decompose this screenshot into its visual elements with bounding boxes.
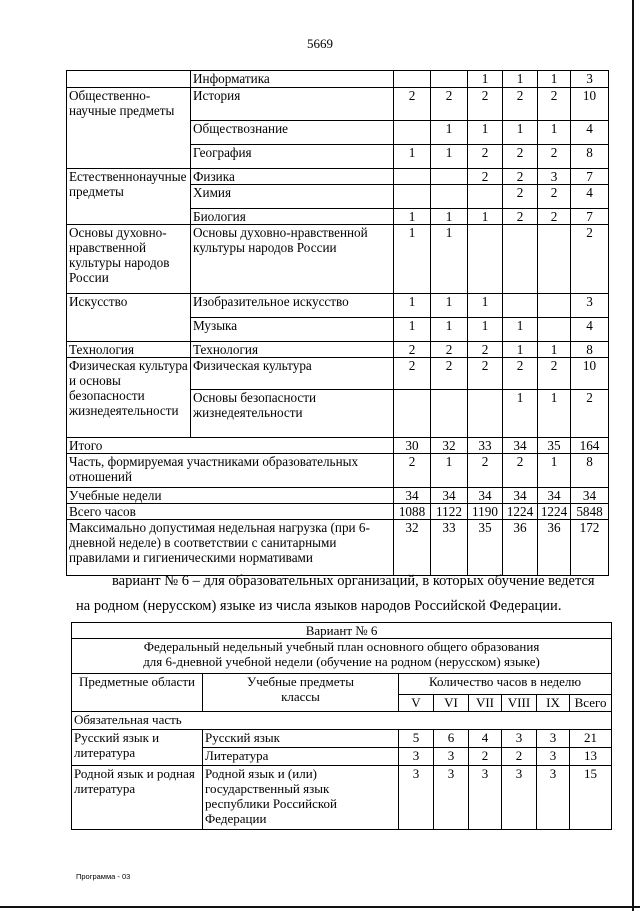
hours-cell: 36	[503, 520, 538, 576]
header-subjects-line2: классы	[281, 689, 320, 704]
table-row	[67, 71, 609, 88]
header-subjects-line1: Учебные предметы	[247, 674, 354, 689]
hours-cell: 2	[468, 169, 503, 185]
hours-cell: 4	[571, 121, 609, 145]
hours-cell	[394, 71, 431, 88]
hours-cell: 172	[571, 520, 609, 576]
hours-cell	[468, 225, 503, 294]
hours-cell: 1	[431, 121, 468, 145]
hours-cell: 34	[468, 488, 503, 504]
hours-cell: 8	[571, 145, 609, 169]
hours-cell: 1	[538, 342, 571, 358]
subject-cell: Родной язык и (или) государственный язык республики Российской Федерации	[203, 766, 399, 830]
totals-row	[67, 454, 609, 488]
hours-cell: 2	[538, 145, 571, 169]
hours-cell: 1	[503, 71, 538, 88]
totals-label-cell: Всего часов	[67, 504, 394, 520]
subject-area-cell: Искусство	[67, 294, 191, 342]
hours-cell: 35	[468, 520, 503, 576]
hours-cell: 7	[571, 169, 609, 185]
table-row	[67, 169, 609, 185]
hours-cell: 2	[503, 169, 538, 185]
hours-cell: 5848	[571, 504, 609, 520]
grade-header-cell: Всего	[570, 695, 612, 712]
curriculum-table-continued	[66, 70, 609, 576]
hours-cell: 3	[537, 730, 570, 748]
totals-row	[67, 438, 609, 454]
subject-cell: Биология	[191, 209, 394, 225]
hours-cell: 15	[570, 766, 612, 830]
subject-area-cell: Естественнонаучные предметы	[67, 169, 191, 225]
hours-cell: 2	[502, 748, 537, 766]
hours-cell	[503, 294, 538, 318]
grade-header-cell: V	[399, 695, 434, 712]
hours-cell: 3	[399, 766, 434, 830]
subject-cell: Информатика	[191, 71, 394, 88]
hours-cell: 1	[468, 294, 503, 318]
page-number: 5669	[307, 36, 333, 51]
hours-cell: 1	[394, 318, 431, 342]
hours-cell: 1	[503, 318, 538, 342]
variant-paragraph-line2: на родном (нерусском) языке из числа языков народов Российской Федерации.	[76, 598, 562, 614]
hours-cell: 2	[468, 88, 503, 121]
footer-program-label: Программа - 03	[76, 872, 131, 881]
hours-cell	[538, 225, 571, 294]
hours-cell: 2	[394, 342, 431, 358]
hours-cell: 1	[394, 225, 431, 294]
hours-cell: 2	[503, 145, 538, 169]
hours-cell: 34	[503, 438, 538, 454]
totals-row	[67, 504, 609, 520]
hours-cell: 30	[394, 438, 431, 454]
hours-cell: 4	[469, 730, 502, 748]
subject-area-cell: Физическая культура и основы безопасности жизнедеятельности	[67, 358, 191, 438]
hours-cell	[394, 185, 431, 209]
grade-header-cell: VII	[469, 695, 502, 712]
totals-row	[67, 488, 609, 504]
page-edge-bottom	[0, 906, 640, 908]
subject-cell: Основы духовно-нравственной культуры народов России	[191, 225, 394, 294]
hours-cell: 3	[469, 766, 502, 830]
subject-cell: Изобразительное искусство	[191, 294, 394, 318]
table-row	[72, 766, 612, 830]
hours-cell: 164	[571, 438, 609, 454]
hours-cell: 2	[503, 209, 538, 225]
header-subjects	[203, 674, 399, 712]
hours-cell: 34	[538, 488, 571, 504]
hours-cell: 2	[468, 145, 503, 169]
table-row	[67, 342, 609, 358]
hours-cell: 8	[571, 454, 609, 488]
hours-cell: 2	[538, 88, 571, 121]
hours-cell: 4	[571, 185, 609, 209]
hours-cell	[431, 169, 468, 185]
subject-cell: Химия	[191, 185, 394, 209]
hours-cell: 3	[434, 766, 469, 830]
hours-cell: 1	[431, 318, 468, 342]
hours-cell	[503, 225, 538, 294]
hours-cell: 2	[394, 88, 431, 121]
hours-cell: 1	[503, 121, 538, 145]
hours-cell: 1122	[431, 504, 468, 520]
hours-cell: 1190	[468, 504, 503, 520]
hours-cell: 2	[503, 358, 538, 390]
hours-cell: 1224	[503, 504, 538, 520]
hours-cell: 34	[431, 488, 468, 504]
hours-cell: 2	[468, 454, 503, 488]
hours-cell	[431, 390, 468, 438]
subject-area-cell: Родной язык и родная литература	[72, 766, 203, 830]
hours-cell: 36	[538, 520, 571, 576]
hours-cell: 2	[431, 88, 468, 121]
variant-title: Вариант № 6	[72, 623, 612, 639]
totals-label-cell: Максимально допустимая недельная нагрузка (при 6-дневной неделе) в соответствии с санитарными правилами и гигиеническими нормативами	[67, 520, 394, 576]
hours-cell: 10	[571, 88, 609, 121]
hours-cell: 1	[503, 390, 538, 438]
hours-cell	[468, 390, 503, 438]
totals-row	[67, 520, 609, 576]
hours-cell: 2	[503, 88, 538, 121]
hours-cell: 34	[394, 488, 431, 504]
subject-cell: Технология	[191, 342, 394, 358]
hours-cell: 1	[468, 318, 503, 342]
hours-cell	[394, 169, 431, 185]
hours-cell: 1	[431, 454, 468, 488]
hours-cell: 2	[538, 209, 571, 225]
hours-cell: 6	[434, 730, 469, 748]
grade-header-cell: VI	[434, 695, 469, 712]
hours-cell	[394, 121, 431, 145]
subject-cell: География	[191, 145, 394, 169]
table-row	[67, 294, 609, 318]
grade-header-cell: VIII	[502, 695, 537, 712]
subject-area-cell: Технология	[67, 342, 191, 358]
hours-cell: 10	[571, 358, 609, 390]
hours-cell: 1	[394, 145, 431, 169]
hours-cell: 33	[431, 520, 468, 576]
header-subject-areas: Предметные области	[72, 674, 203, 712]
table-row	[67, 88, 609, 121]
subject-cell: Физическая культура	[191, 358, 394, 390]
hours-cell: 8	[571, 342, 609, 358]
hours-cell: 3	[502, 730, 537, 748]
subject-area-cell: Русский язык и литература	[72, 730, 203, 766]
hours-cell: 2	[394, 358, 431, 390]
hours-cell: 1	[538, 454, 571, 488]
hours-cell: 2	[571, 390, 609, 438]
hours-cell: 3	[537, 766, 570, 830]
hours-cell: 2	[503, 454, 538, 488]
hours-cell	[538, 294, 571, 318]
hours-cell: 3	[571, 71, 609, 88]
hours-cell: 1	[468, 71, 503, 88]
hours-cell	[468, 185, 503, 209]
subject-area-cell: Основы духовно-нравственной культуры народов России	[67, 225, 191, 294]
hours-cell: 1088	[394, 504, 431, 520]
variant6-curriculum-table	[71, 622, 612, 830]
grade-header-cell: IX	[537, 695, 570, 712]
hours-cell: 35	[538, 438, 571, 454]
hours-cell: 1	[431, 225, 468, 294]
table-row	[72, 730, 612, 748]
hours-cell: 2	[538, 185, 571, 209]
hours-cell: 34	[571, 488, 609, 504]
hours-cell	[394, 390, 431, 438]
hours-cell: 21	[570, 730, 612, 748]
variant-subtitle-line2: для 6-дневной учебной недели (обучение на родном (нерусском) языке)	[143, 654, 540, 669]
hours-cell: 1	[538, 71, 571, 88]
variant-subtitle-line1: Федеральный недельный учебный план основного общего образования	[143, 639, 540, 654]
hours-cell: 2	[394, 454, 431, 488]
subject-cell: Музыка	[191, 318, 394, 342]
hours-cell: 3	[399, 748, 434, 766]
hours-cell: 3	[537, 748, 570, 766]
hours-cell: 2	[431, 358, 468, 390]
subject-cell: Литература	[203, 748, 399, 766]
hours-cell: 1	[431, 294, 468, 318]
subject-cell: Русский язык	[203, 730, 399, 748]
hours-cell: 2	[468, 358, 503, 390]
hours-cell: 1	[431, 145, 468, 169]
hours-cell: 1	[503, 342, 538, 358]
subject-cell: История	[191, 88, 394, 121]
hours-cell: 13	[570, 748, 612, 766]
subject-cell: Обществознание	[191, 121, 394, 145]
hours-cell: 3	[434, 748, 469, 766]
variant-subtitle	[72, 639, 612, 674]
hours-cell	[431, 71, 468, 88]
subject-area-cell: Общественно-научные предметы	[67, 88, 191, 169]
hours-cell: 1	[538, 390, 571, 438]
hours-cell: 1	[538, 121, 571, 145]
hours-cell: 1	[394, 294, 431, 318]
hours-cell: 2	[503, 185, 538, 209]
hours-cell: 3	[571, 294, 609, 318]
table-row	[67, 225, 609, 294]
hours-cell	[538, 318, 571, 342]
hours-cell: 34	[503, 488, 538, 504]
hours-cell: 1	[394, 209, 431, 225]
hours-cell: 2	[571, 225, 609, 294]
hours-cell: 1224	[538, 504, 571, 520]
subject-cell: Физика	[191, 169, 394, 185]
header-hours-per-week: Количество часов в неделю	[399, 674, 612, 695]
hours-cell: 7	[571, 209, 609, 225]
subject-area-cell	[67, 71, 191, 88]
hours-cell: 2	[431, 342, 468, 358]
hours-cell: 3	[502, 766, 537, 830]
hours-cell: 3	[538, 169, 571, 185]
hours-cell: 4	[571, 318, 609, 342]
hours-cell: 2	[469, 748, 502, 766]
hours-cell: 1	[468, 121, 503, 145]
hours-cell: 2	[538, 358, 571, 390]
hours-cell: 5	[399, 730, 434, 748]
hours-cell: 33	[468, 438, 503, 454]
totals-label-cell: Итого	[67, 438, 394, 454]
hours-cell: 2	[468, 342, 503, 358]
table-row	[67, 358, 609, 390]
totals-label-cell: Часть, формируемая участниками образовательных отношений	[67, 454, 394, 488]
subject-cell: Основы безопасности жизнедеятельности	[191, 390, 394, 438]
variant-paragraph-line1: вариант № 6 – для образовательных организаций, в которых обучение ведется	[112, 573, 595, 589]
hours-cell: 32	[394, 520, 431, 576]
hours-cell: 1	[468, 209, 503, 225]
page-edge-right	[632, 0, 634, 911]
totals-label-cell: Учебные недели	[67, 488, 394, 504]
section-mandatory: Обязательная часть	[72, 712, 612, 730]
hours-cell: 1	[431, 209, 468, 225]
hours-cell	[431, 185, 468, 209]
hours-cell: 32	[431, 438, 468, 454]
